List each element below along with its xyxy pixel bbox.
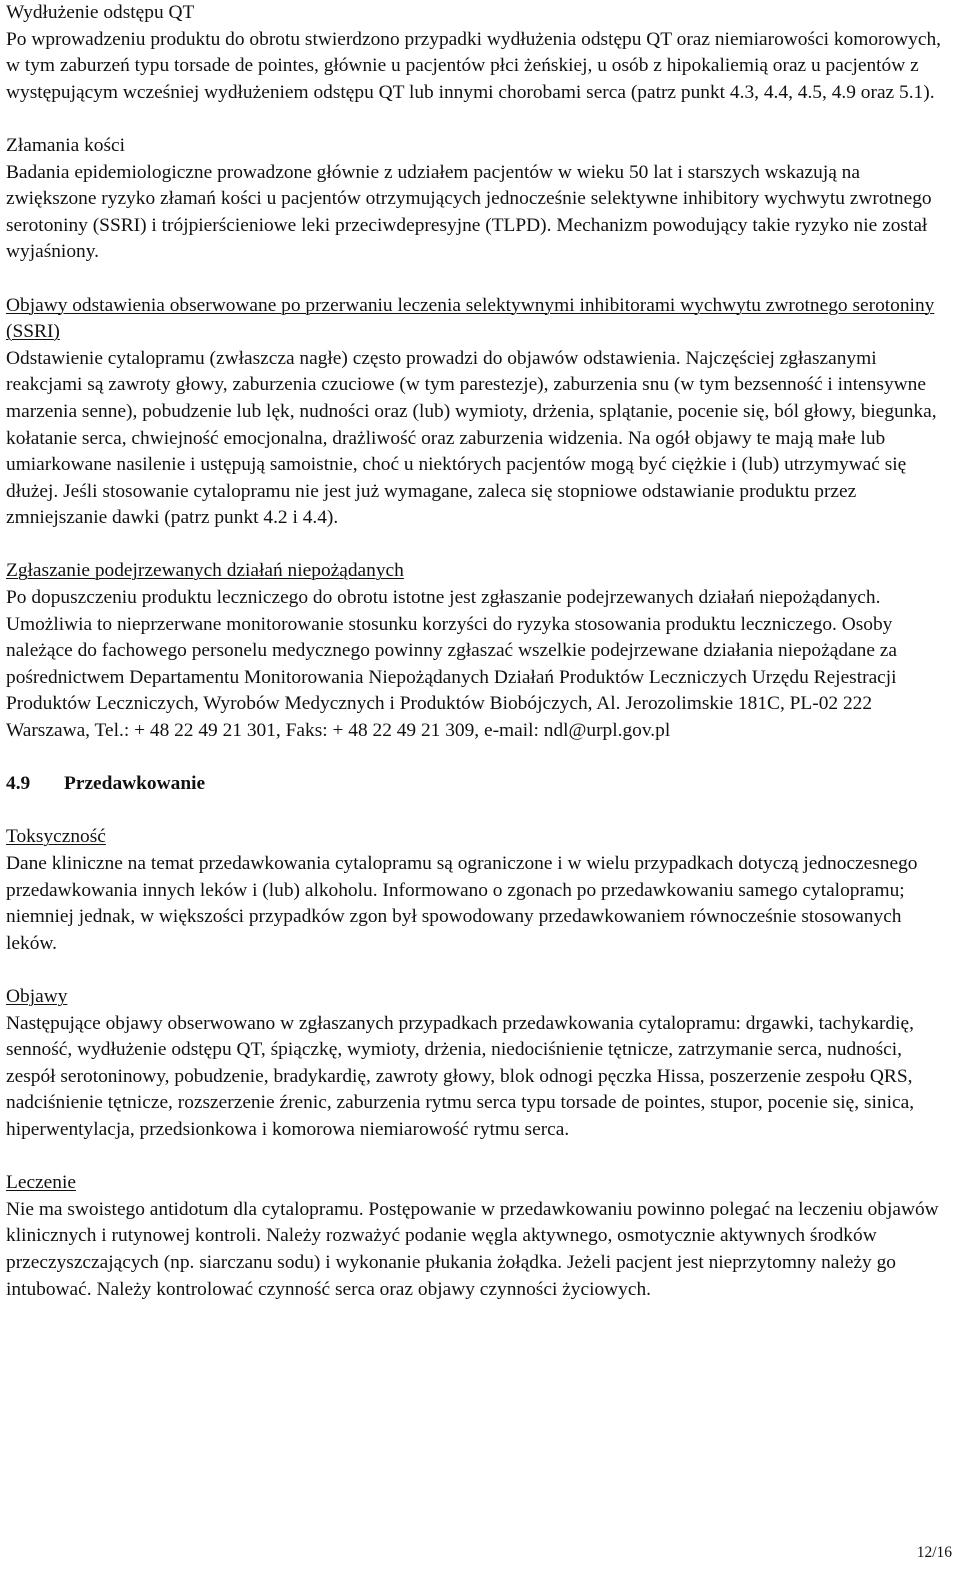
symptoms-heading: Objawy	[6, 985, 68, 1007]
section-symptoms	[6, 984, 954, 1144]
qt-body: Po wprowadzeniu produktu do obrotu stwierdzono przypadki wydłużenia odstępu QT oraz niemiarowości komorowych, w tym zaburzeń typu torsade de pointes, głównie u pacjentów płci żeńskiej, u osób z hipokaliemią oraz u pacjentów z występującym wcześniej wydłużeniem odstępu QT lub innymi chorobami serca (patrz punkt 4.3, 4.4, 4.5, 4.9 oraz 5.1).	[6, 28, 942, 103]
section-qt-prolongation	[6, 0, 954, 106]
section-number: 4.9	[6, 773, 31, 795]
section-bone-fractures	[6, 133, 954, 266]
reporting-body: Po dopuszczeniu produktu leczniczego do obrotu istotne jest zgłaszanie podejrzewanych działań niepożądanych. Umożliwia to nieprzerwane monitorowanie stosunku korzyści do ryzyka stosowania produktu leczniczego. Osoby należące do fachowego personelu medycznego powinny zgłaszać wszelkie podejrzewane działania niepożądane za pośrednictwem Departamentu Monitorowania Niepożądanych Działań Produktów Leczniczych Urzędu Rejestracji Produktów Leczniczych, Wyrobów Medycznych i Produktów Biobójczych, Al. Jerozolimskie 181C, PL-02 222 Warszawa, Tel.: + 48 22 49 21 301, Faks: + 48 22 49 21 309, e-mail: ndl@urpl.gov.pl	[6, 587, 897, 742]
section-withdrawal-symptoms	[6, 293, 954, 532]
section-toxicity	[6, 824, 954, 957]
qt-heading: Wydłużenie odstępu QT	[6, 2, 195, 23]
section-title: Przedawkowanie	[64, 773, 206, 795]
treatment-body: Nie ma swoistego antidotum dla cytalopramu. Postępowanie w przedawkowaniu powinno polegać na leczeniu objawów klinicznych i rutynowej kontroli. Należy rozważyć podanie węgla aktywnego, osmotycznie aktywnych środków przeczyszczających (np. siarczanu sodu) i wykonanie płukania żołądka. Jeżeli pacjent jest nieprzytomny należy go intubować. Należy kontrolować czynność serca oraz objawy czynności życiowych.	[6, 1198, 939, 1300]
toxicity-heading: Toksyczność	[6, 826, 106, 848]
toxicity-body: Dane kliniczne na temat przedawkowania cytalopramu są ograniczone i w wielu przypadkach dotyczą jednoczesnego przedawkowania innych leków i (lub) alkoholu. Informowano o zgonach po przedawkowaniu samego cytalopramu; niemniej jednak, w większości przypadków zgon był spowodowany przedawkowaniem równocześnie stosowanych leków.	[6, 853, 918, 954]
section-overdose-title	[6, 771, 954, 798]
section-adverse-reporting	[6, 558, 954, 744]
fractures-body: Badania epidemiologiczne prowadzone głównie z udziałem pacjentów w wieku 50 lat i starszych wskazują na zwiększone ryzyko złamań kości u pacjentów otrzymujących jednocześnie selektywne inhibitory wychwytu zwrotnego serotoniny (SSRI) i trójpierścieniowe leki przeciwdepresyjne (TLPD). Mechanizm powodujący takie ryzyko nie został wyjaśniony.	[6, 161, 932, 263]
section-treatment	[6, 1170, 954, 1303]
withdrawal-heading: Objawy odstawienia obserwowane po przerwaniu leczenia selektywnymi inhibitorami wychwytu zwrotnego serotoniny (SSRI)	[6, 294, 935, 343]
treatment-heading: Leczenie	[6, 1172, 76, 1194]
symptoms-body: Następujące objawy obserwowano w zgłaszanych przypadkach przedawkowania cytalopramu: drgawki, tachykardię, senność, wydłużenie odstępu QT, śpiączkę, wymioty, drżenia, niedociśnienie tętnicze, zatrzymanie serca, nudności, zespół serotoninowy, pobudzenie, bradykardię, zawroty głowy, blok odnogi pęczka Hissa, poszerzenie zespołu QRS, nadciśnienie tętnicze, rozszerzenie źrenic, zaburzenia rytmu serca typu torsade de pointes, stupor, pocenie się, sinica, hiperwentylacja, przedsionkowa i komorowa niemiarowość rytmu serca.	[6, 1012, 915, 1140]
reporting-heading: Zgłaszanie podejrzewanych działań niepożądanych	[6, 560, 404, 582]
page-number: 12/16	[916, 1544, 952, 1561]
document-page	[6, 0, 954, 1303]
withdrawal-body: Odstawienie cytalopramu (zwłaszcza nagłe) często prowadzi do objawów odstawienia. Najczęściej zgłaszanymi reakcjami są zawroty głowy, zaburzenia czuciowe (w tym parestezje), zaburzenia snu (w tym bezsenność i intensywne marzenia senne), pobudzenie lub lęk, nudności oraz (lub) wymioty, drżenia, splątanie, pocenie się, ból głowy, biegunka, kołatanie serca, chwiejność emocjonalna, drażliwość oraz zaburzenia widzenia. Na ogół objawy te mają małe lub umiarkowane nasilenie i ustępują samoistnie, choć u niektórych pacjentów mogą być ciężkie i (lub) utrzymywać się dłużej. Jeśli stosowanie cytalopramu nie jest już wymagane, zaleca się stopniowe odstawianie produktu przez zmniejszanie dawki (patrz punkt 4.2 i 4.4).	[6, 347, 937, 529]
fractures-heading: Złamania kości	[6, 134, 125, 156]
